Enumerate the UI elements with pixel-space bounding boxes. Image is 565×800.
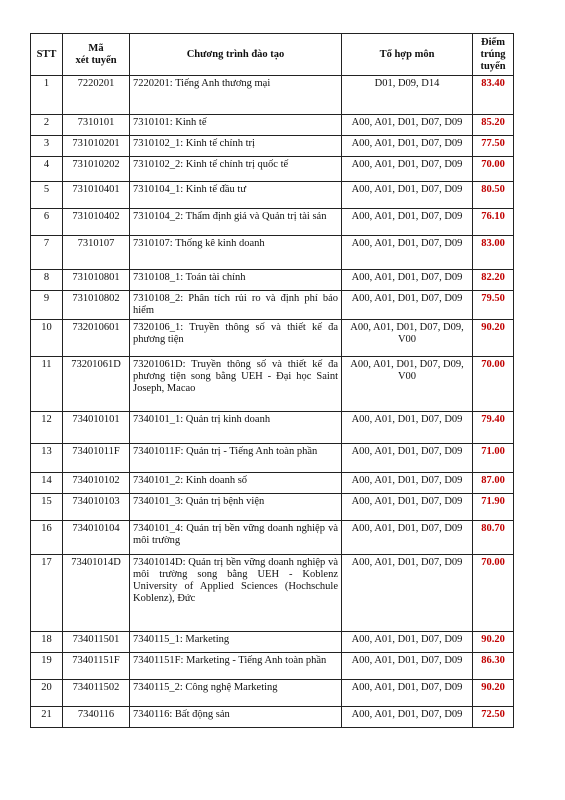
row-code: 731010401 <box>63 182 130 209</box>
table-row <box>31 320 514 357</box>
row-stt: 2 <box>31 115 63 136</box>
table-row <box>31 76 514 115</box>
header-stt: STT <box>31 34 63 76</box>
row-stt: 1 <box>31 76 63 115</box>
row-stt: 21 <box>31 707 63 728</box>
row-combo: A00, A01, D01, D07, D09 <box>342 236 473 270</box>
row-score: 76.10 <box>473 209 514 236</box>
row-stt: 14 <box>31 473 63 494</box>
row-combo: A00, A01, D01, D07, D09 <box>342 270 473 291</box>
row-code: 734010102 <box>63 473 130 494</box>
table-row <box>31 270 514 291</box>
row-program: 7340101_2: Kinh doanh số <box>130 473 342 494</box>
table-row <box>31 291 514 320</box>
row-combo: A00, A01, D01, D07, D09 <box>342 473 473 494</box>
row-code: 7220201 <box>63 76 130 115</box>
table-header-row <box>31 34 514 76</box>
table-row <box>31 182 514 209</box>
row-code: 731010801 <box>63 270 130 291</box>
row-stt: 12 <box>31 412 63 444</box>
row-stt: 11 <box>31 357 63 412</box>
row-combo: A00, A01, D01, D07, D09 <box>342 182 473 209</box>
row-code: 734010101 <box>63 412 130 444</box>
row-combo: A00, A01, D01, D07, D09 <box>342 653 473 680</box>
row-score: 87.00 <box>473 473 514 494</box>
row-stt: 10 <box>31 320 63 357</box>
row-stt: 6 <box>31 209 63 236</box>
header-code-line2: xét tuyển <box>75 54 117 66</box>
row-program: 73201061D: Truyền thông số và thiết kế đa phương tiện song bằng UEH - Đại học Saint Joseph, Macao <box>130 357 342 412</box>
row-stt: 15 <box>31 494 63 521</box>
row-code: 73201061D <box>63 357 130 412</box>
row-combo: D01, D09, D14 <box>342 76 473 115</box>
table-row <box>31 473 514 494</box>
row-stt: 17 <box>31 555 63 632</box>
row-score: 79.50 <box>473 291 514 320</box>
row-score: 80.70 <box>473 521 514 555</box>
row-code: 73401151F <box>63 653 130 680</box>
table-row <box>31 157 514 182</box>
row-program: 7310102_2: Kinh tế chính trị quốc tế <box>130 157 342 182</box>
row-score: 85.20 <box>473 115 514 136</box>
row-score: 71.90 <box>473 494 514 521</box>
row-score: 70.00 <box>473 157 514 182</box>
row-score: 70.00 <box>473 555 514 632</box>
row-score: 90.20 <box>473 680 514 707</box>
row-code: 732010601 <box>63 320 130 357</box>
row-program: 7310101: Kinh tế <box>130 115 342 136</box>
table-row <box>31 521 514 555</box>
table-row <box>31 632 514 653</box>
row-code: 731010402 <box>63 209 130 236</box>
row-program: 73401151F: Marketing - Tiếng Anh toàn phần <box>130 653 342 680</box>
header-combo: Tổ hợp môn <box>342 34 473 76</box>
header-score <box>473 34 514 76</box>
row-code: 731010202 <box>63 157 130 182</box>
header-score-line1: Điểm <box>481 36 505 48</box>
row-score: 80.50 <box>473 182 514 209</box>
row-program: 73401014D: Quản trị bền vững doanh nghiệp và môi trường song bằng UEH - Koblenz University of Applied Sciences (Hochschule Koblenz), Đức <box>130 555 342 632</box>
row-combo: A00, A01, D01, D07, D09, V00 <box>342 320 473 357</box>
row-code: 734011502 <box>63 680 130 707</box>
row-code: 73401011F <box>63 444 130 473</box>
table-row <box>31 555 514 632</box>
table-row <box>31 444 514 473</box>
row-program: 7340101_3: Quản trị bệnh viện <box>130 494 342 521</box>
row-program: 7340101_1: Quản trị kinh doanh <box>130 412 342 444</box>
table-row <box>31 209 514 236</box>
row-combo: A00, A01, D01, D07, D09 <box>342 115 473 136</box>
row-combo: A00, A01, D01, D07, D09 <box>342 707 473 728</box>
row-combo: A00, A01, D01, D07, D09 <box>342 555 473 632</box>
row-score: 79.40 <box>473 412 514 444</box>
row-combo: A00, A01, D01, D07, D09, V00 <box>342 357 473 412</box>
row-score: 70.00 <box>473 357 514 412</box>
row-stt: 7 <box>31 236 63 270</box>
row-combo: A00, A01, D01, D07, D09 <box>342 444 473 473</box>
table-row <box>31 357 514 412</box>
row-score: 82.20 <box>473 270 514 291</box>
row-stt: 8 <box>31 270 63 291</box>
table-row <box>31 115 514 136</box>
row-program: 7310104_2: Thẩm định giá và Quản trị tài sản <box>130 209 342 236</box>
row-code: 7310101 <box>63 115 130 136</box>
row-stt: 5 <box>31 182 63 209</box>
row-code: 731010201 <box>63 136 130 157</box>
header-code-line1: Mã <box>88 42 104 54</box>
table-row <box>31 707 514 728</box>
row-code: 7310107 <box>63 236 130 270</box>
row-code: 734011501 <box>63 632 130 653</box>
admission-scores-table <box>30 33 514 728</box>
row-code: 734010104 <box>63 521 130 555</box>
row-combo: A00, A01, D01, D07, D09 <box>342 209 473 236</box>
row-program: 7310108_2: Phân tích rủi ro và định phí bảo hiểm <box>130 291 342 320</box>
row-score: 77.50 <box>473 136 514 157</box>
row-score: 86.30 <box>473 653 514 680</box>
row-program: 7320106_1: Truyền thông số và thiết kế đa phương tiện <box>130 320 342 357</box>
row-stt: 4 <box>31 157 63 182</box>
row-code: 73401014D <box>63 555 130 632</box>
row-score: 71.00 <box>473 444 514 473</box>
row-stt: 9 <box>31 291 63 320</box>
row-stt: 18 <box>31 632 63 653</box>
row-score: 83.00 <box>473 236 514 270</box>
table-row <box>31 236 514 270</box>
table-row <box>31 136 514 157</box>
row-code: 7340116 <box>63 707 130 728</box>
row-program: 7340101_4: Quản trị bền vững doanh nghiệp và môi trường <box>130 521 342 555</box>
row-program: 7310107: Thống kê kinh doanh <box>130 236 342 270</box>
row-program: 7340115_1: Marketing <box>130 632 342 653</box>
row-combo: A00, A01, D01, D07, D09 <box>342 632 473 653</box>
row-stt: 3 <box>31 136 63 157</box>
table-row <box>31 653 514 680</box>
row-combo: A00, A01, D01, D07, D09 <box>342 157 473 182</box>
row-stt: 19 <box>31 653 63 680</box>
row-code: 731010802 <box>63 291 130 320</box>
row-program: 7310108_1: Toán tài chính <box>130 270 342 291</box>
row-score: 90.20 <box>473 632 514 653</box>
row-stt: 16 <box>31 521 63 555</box>
row-program: 73401011F: Quản trị - Tiếng Anh toàn phần <box>130 444 342 473</box>
table-row <box>31 680 514 707</box>
header-program: Chương trình đào tạo <box>130 34 342 76</box>
header-score-line3: tuyển <box>480 60 506 72</box>
row-combo: A00, A01, D01, D07, D09 <box>342 136 473 157</box>
row-score: 83.40 <box>473 76 514 115</box>
row-combo: A00, A01, D01, D07, D09 <box>342 291 473 320</box>
row-stt: 13 <box>31 444 63 473</box>
row-program: 7220201: Tiếng Anh thương mại <box>130 76 342 115</box>
row-combo: A00, A01, D01, D07, D09 <box>342 494 473 521</box>
row-stt: 20 <box>31 680 63 707</box>
row-combo: A00, A01, D01, D07, D09 <box>342 680 473 707</box>
row-combo: A00, A01, D01, D07, D09 <box>342 412 473 444</box>
table-row <box>31 412 514 444</box>
header-code <box>63 34 130 76</box>
row-program: 7310102_1: Kinh tế chính trị <box>130 136 342 157</box>
header-score-line2: trúng <box>480 48 506 60</box>
row-program: 7340116: Bất động sản <box>130 707 342 728</box>
row-score: 90.20 <box>473 320 514 357</box>
row-score: 72.50 <box>473 707 514 728</box>
row-program: 7310104_1: Kinh tế đầu tư <box>130 182 342 209</box>
row-combo: A00, A01, D01, D07, D09 <box>342 521 473 555</box>
table-row <box>31 494 514 521</box>
row-program: 7340115_2: Công nghệ Marketing <box>130 680 342 707</box>
row-code: 734010103 <box>63 494 130 521</box>
